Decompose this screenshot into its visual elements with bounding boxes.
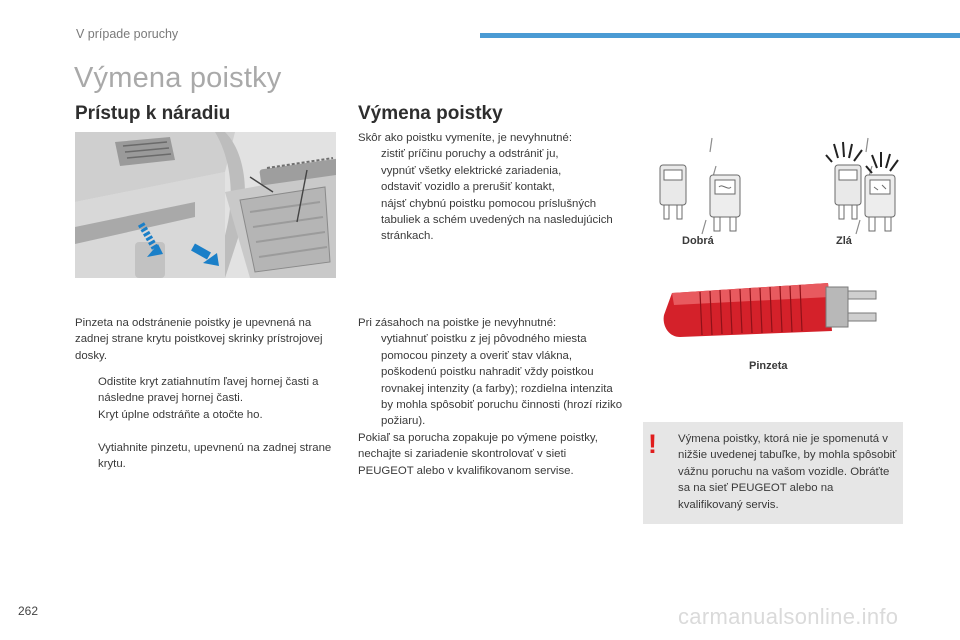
intervention-block — [358, 315, 623, 479]
heading-fuse-replacement: Výmena poistky — [358, 103, 503, 124]
heading-tool-access: Prístup k náradiu — [75, 103, 231, 124]
pre-replacement-intro: Skôr ako poistku vymeníte, je nevyhnutné: — [358, 132, 573, 144]
caption-tweezers: Pinzeta — [749, 360, 788, 372]
list-item: nájsť chybnú poistku pomocou príslušných tabuliek a schém uvedených na nasledujúcich stránkach. — [381, 197, 613, 243]
intervention-intro: Pri zásahoch na poistke je nevyhnutné: — [358, 317, 557, 329]
caption-bad-fuse: Zlá — [836, 235, 852, 247]
warning-box — [643, 422, 903, 524]
dashboard-photo — [75, 132, 336, 278]
dashboard-illustration — [75, 132, 336, 278]
fuse-illustration — [640, 130, 900, 250]
section-title: V prípade poruchy — [76, 27, 179, 41]
page-number: 262 — [18, 604, 39, 618]
fuse-good-small-icon — [660, 165, 686, 219]
site-watermark: carmanualsonline.info — [678, 604, 899, 629]
list-item: poškodenú poistku nahradiť vždy poistkou rovnakej intenzity (a farby); rozdielna intenzita by mohla spôsobiť poruchu činnosti (hrozí riziko požiaru). — [381, 366, 623, 428]
list-item: vypnúť všetky elektrické zariadenia, — [381, 164, 562, 177]
header-accent-bar — [480, 33, 960, 38]
fuse-comparison-figure — [640, 130, 900, 250]
tweezers-illustration — [650, 275, 890, 355]
list-item: Odistite kryt zatiahnutím ľavej hornej časti a následne pravej hornej časti. — [98, 376, 319, 405]
fuse-bad-small-icon — [826, 142, 862, 219]
list-item: zistiť príčinu poruchy a odstrániť ju, — [381, 148, 559, 161]
page-title: Výmena poistky — [74, 62, 282, 94]
tweezers-figure — [650, 275, 890, 355]
cover-removal-steps — [75, 374, 337, 423]
tweezers-location-text: Pinzeta na odstránenie poistky je upevnená na zadnej strane krytu poistkovej skrinky prístrojovej dosky. — [75, 317, 323, 362]
pre-replacement-steps — [358, 146, 623, 244]
intervention-steps — [358, 331, 623, 429]
list-item: vytiahnuť poistku z jej pôvodného miesta pomocou pinzety a overiť stav vlákna, — [381, 333, 587, 362]
fuse-bad-large-icon — [865, 152, 898, 231]
tweezers-removal-step — [75, 440, 337, 473]
warning-text: Výmena poistky, ktorá nie je spomenutá v nižšie uvedenej tabuľke, by mohla spôsobiť vážnu poruchu na vašom vozidle. Obráťte sa na sieť PEUGEOT alebo na kvalifikovaný servis. — [678, 433, 897, 511]
list-item: odstaviť vozidlo a prerušiť kontakt, — [381, 181, 555, 194]
recurring-fault-text: Pokiaľ sa porucha zopakuje po výmene poistky, nechajte si zariadenie skontrolovať v sieti PEUGEOT alebo v kvalifikovanom servise. — [358, 431, 598, 477]
list-item: Kryt úplne odstráňte a otočte ho. — [98, 408, 263, 421]
pre-replacement-block — [358, 130, 623, 245]
fuse-good-large-icon — [710, 175, 740, 231]
list-item: Vytiahnite pinzetu, upevnenú na zadnej strane krytu. — [98, 442, 332, 471]
warning-exclamation-icon: ! — [648, 429, 657, 459]
caption-good-fuse: Dobrá — [682, 235, 714, 247]
